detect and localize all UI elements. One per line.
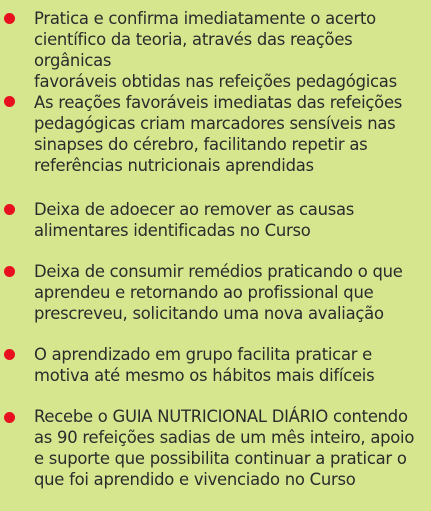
bullet-dot-icon — [4, 412, 15, 423]
bullet-dot-icon — [4, 349, 15, 360]
list-item-text: Deixa de consumir remédios praticando o que aprendeu e retornando ao profissional que prescreveu, solicitando uma nova avaliação — [34, 262, 403, 323]
bullet-dot-icon — [4, 96, 15, 107]
bullet-dot-icon — [4, 266, 15, 277]
bullet-dot-icon — [4, 204, 15, 215]
bullet-dot-icon — [4, 13, 15, 24]
list-item-text: Pratica e confirma imediatamente o acerto científico da teoria, através das reações orgânicas favoráveis obtidas nas refeições pedagógicas — [34, 9, 397, 91]
list-item-text: As reações favoráveis imediatas das refeições pedagógicas criam marcadores sensíveis nas sinapses do cérebro, facilitando repetir as referências nutricionais aprendidas — [34, 93, 403, 175]
list-item-text: O aprendizado em grupo facilita praticar e motiva até mesmo os hábitos mais difíceis — [34, 345, 375, 385]
list-item-text: Deixa de adoecer ao remover as causas alimentares identificadas no Curso — [34, 200, 355, 240]
list-item-text: Recebe o GUIA NUTRICIONAL DIÁRIO contendo as 90 refeições sadias de um mês inteiro, apoio e suporte que possibilita continuar a praticar o que foi aprendido e vivenciado no Curso — [34, 407, 415, 489]
